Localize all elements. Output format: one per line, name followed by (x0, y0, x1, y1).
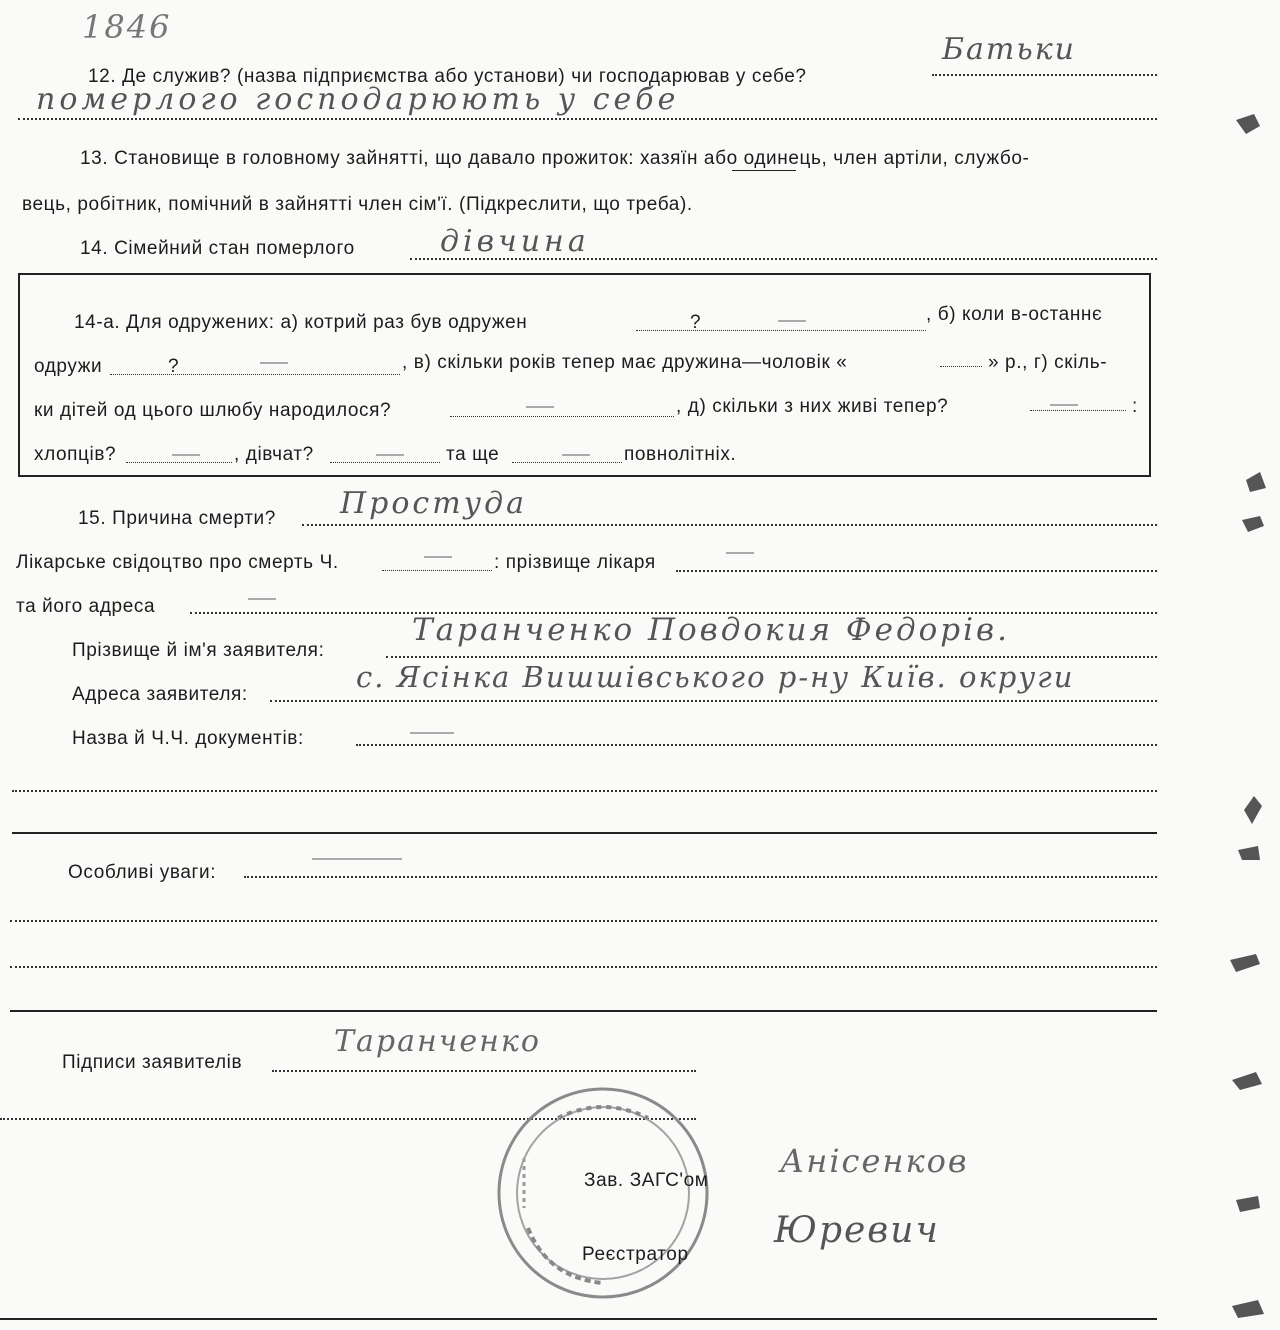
q14a-line2-c: » р., г) скіль- (988, 352, 1108, 373)
notes-label: Особливі уваги: (68, 862, 217, 883)
q14a-line3-a: ки дітей од цього шлюбу народилося? (34, 400, 392, 421)
q12-answer-part2: померлого господарюють у себе (36, 82, 680, 117)
applicant-address-line (270, 700, 1157, 702)
q14-label: 14. Сімейний стан померлого (80, 238, 355, 259)
q14a-line4-d: повнолітніх. (624, 444, 737, 465)
med-address-dash (248, 598, 276, 600)
zags-head-signature: Анісенков (780, 1142, 969, 1180)
q14a-line2-q: ? (168, 356, 180, 377)
applicant-name-value: Таранченко Повдокия Федорів. (412, 612, 1010, 648)
q14a-line3-dash-1 (526, 406, 554, 408)
med-doctor-dash (726, 552, 754, 554)
med-label-a: Лікарське свідоцтво про смерть Ч. (16, 552, 339, 573)
q15-answer-line (302, 524, 1157, 526)
q12-label: 12. Де служив? (назва підприємства або установи) чи господарював у себе? (88, 66, 807, 87)
med-cert-number-field (382, 570, 492, 571)
med-cert-dash (424, 556, 452, 558)
q13-line2: вець, робітник, помічний в зайнятті член сім'ї. (Підкреслити, що треба). (22, 194, 693, 215)
q14a-line3-dash-2 (1050, 404, 1078, 406)
registrar-signature: Юревич (774, 1210, 940, 1251)
q14a-line4-b: , дівчат? (234, 444, 314, 465)
q14-answer: дівчина (440, 224, 590, 259)
q13-underline-khazyain (732, 170, 796, 171)
applicant-docs-dash (410, 732, 454, 734)
applicant-address-label: Адреса заявителя: (72, 684, 248, 705)
q15-label: 15. Причина смерти? (78, 508, 276, 529)
zags-head-label: Зав. ЗАГС'ом (584, 1170, 709, 1191)
q14a-line1-field (636, 330, 926, 331)
q14a-line1-a: 14-а. Для одружених: а) котрий раз був одружен (74, 312, 528, 333)
q14a-line2-field (110, 374, 400, 375)
q14a-line2-a: одружи (34, 356, 103, 377)
registrar-label: Реєстратор (582, 1244, 689, 1265)
q13-line1: 13. Становище в головному зайнятті, що давало прожиток: хазяїн або одинець, член артіли, службо- (80, 148, 1030, 169)
section-divider-2 (10, 1010, 1157, 1012)
q15-answer: Простуда (340, 486, 527, 521)
section-divider-1 (12, 832, 1157, 834)
q14a-wife-age-field (940, 366, 982, 367)
q14a-line4-c: та ще (446, 444, 500, 465)
med-label-c: та його адреса (16, 596, 156, 617)
binding-hole-mark (1216, 90, 1276, 1325)
q14a-line1-q: ? (690, 312, 702, 333)
q14a-adults-field (512, 462, 622, 463)
applicant-docs-label: Назва й Ч.Ч. документів: (72, 728, 304, 749)
q14a-line2-b: , в) скільки років тепер має дружина—чоловік « (402, 352, 848, 373)
applicant-docs-line-2 (12, 790, 1157, 792)
applicant-signature-line (272, 1070, 696, 1072)
q14a-daughters-field (330, 462, 440, 463)
bottom-rule (0, 1318, 1157, 1320)
med-doctor-name-field (676, 570, 1157, 572)
page-number: 1846 (82, 8, 172, 46)
med-label-b: : прізвище лікаря (494, 552, 656, 573)
q12-answer-line-1 (932, 74, 1157, 76)
q14a-line3-c: : (1132, 396, 1138, 417)
q12-answer-part1: Батьки (942, 32, 1076, 67)
notes-line-1 (244, 876, 1157, 878)
official-stamp (488, 1078, 718, 1308)
notes-line-2 (10, 920, 1157, 922)
q14a-line3-field-2 (1030, 410, 1126, 411)
applicant-address-value: с. Ясінка Вишшівського р-ну Київ. округи (356, 660, 1075, 694)
notes-line-3 (10, 966, 1157, 968)
applicant-name-label: Прізвище й ім'я заявителя: (72, 640, 325, 661)
q14a-line3-field-1 (450, 416, 674, 417)
applicant-signature: Таранченко (334, 1024, 541, 1059)
q14a-adults-dash (562, 454, 590, 456)
q14a-line4-a: хлопців? (34, 444, 117, 465)
q14a-daughters-dash (376, 454, 404, 456)
q14a-line2-dash (260, 362, 288, 364)
q14a-line1-b: , б) коли в-останнє (926, 304, 1103, 325)
q14a-line3-b: , д) скільки з них живі тепер? (676, 396, 949, 417)
q14a-line1-dash (778, 320, 806, 322)
q12-answer-line-2 (18, 118, 1157, 120)
notes-dash (312, 858, 402, 860)
q14a-sons-dash (172, 454, 200, 456)
applicant-docs-line (356, 744, 1157, 746)
applicant-signature-label: Підписи заявителів (62, 1052, 243, 1073)
applicant-name-line (386, 656, 1157, 658)
q14a-sons-field (126, 462, 232, 463)
